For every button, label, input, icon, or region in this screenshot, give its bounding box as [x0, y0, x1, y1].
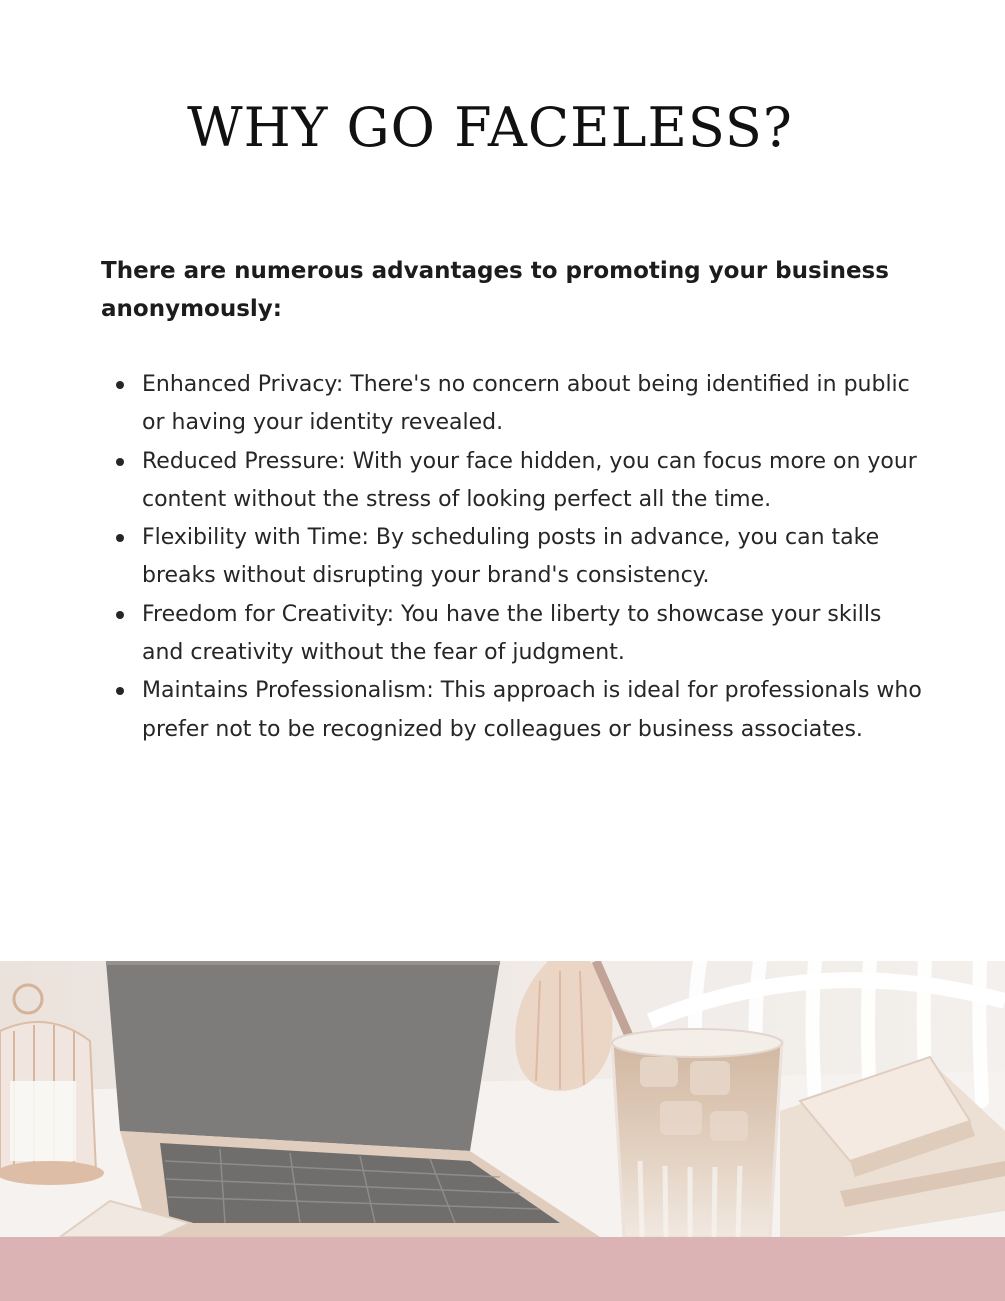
bullet-icon — [116, 611, 124, 619]
benefit-text: Freedom for Creativity: You have the liberty to showcase your skills and creativity without the fear of judgment. — [142, 601, 882, 666]
benefits-list — [142, 366, 922, 749]
benefit-item-professionalism — [142, 672, 922, 749]
benefit-text: Flexibility with Time: By scheduling posts in advance, you can take breaks without disrupting your brand's consistency. — [142, 525, 880, 589]
bullet-icon — [116, 458, 124, 466]
benefit-text: Enhanced Privacy: There's no concern about being identified in public or having your identity revealed. — [142, 372, 910, 436]
bullet-icon — [116, 687, 124, 695]
benefit-item-flexibility — [142, 519, 922, 596]
benefit-text: Reduced Pressure: With your face hidden, you can focus more on your content without the stress of looking perfect all the time. — [142, 448, 917, 512]
benefit-text: Maintains Professionalism: This approach is ideal for professionals who prefer not to be recognized by colleagues or business associates. — [142, 678, 922, 742]
page-title: WHY GO FACELESS? — [187, 96, 793, 159]
bullet-icon — [116, 381, 124, 389]
benefit-item-pressure — [142, 443, 922, 520]
benefit-item-creativity — [142, 596, 922, 673]
bullet-icon — [116, 534, 124, 542]
intro-text: There are numerous advantages to promoting your business anonymously: — [101, 258, 889, 322]
footer-band — [0, 1237, 1005, 1301]
benefit-item-privacy — [142, 366, 922, 443]
desk-photo — [0, 961, 1005, 1237]
desk-scene-illustration — [0, 961, 1005, 1237]
